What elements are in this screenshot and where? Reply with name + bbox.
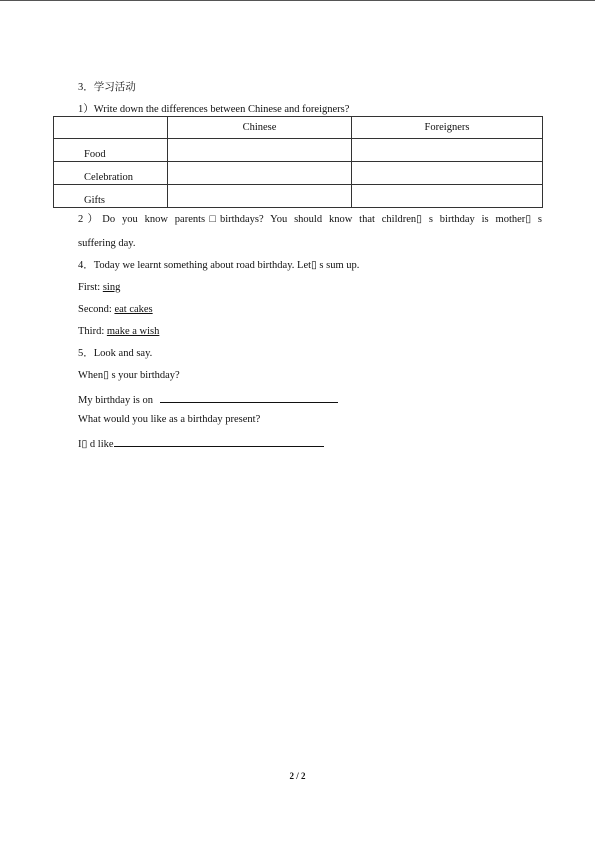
cell-gifts-chinese[interactable] (168, 185, 352, 208)
question-2-line-1: 2）Do you know parents□birthdays? You should know that children▯ s birthday is mother▯ s (78, 214, 542, 225)
header-rule (0, 0, 595, 1)
cell-celebration-foreigners[interactable] (352, 162, 543, 185)
cell-gifts-foreigners[interactable] (352, 185, 543, 208)
table-row (54, 162, 543, 185)
page-number: 2 / 2 (289, 771, 306, 781)
section-5-heading: 5．Look and say. (78, 348, 153, 359)
answer-birthday-present (78, 435, 324, 452)
differences-table (53, 116, 543, 208)
summary-first (78, 281, 120, 295)
summary-second (78, 303, 153, 317)
section-3-heading: 3．学习活动 (78, 82, 136, 93)
row-label-food: Food (54, 139, 168, 162)
question-when-birthday: When▯ s your birthday? (78, 370, 180, 381)
summary-first-value: sing (102, 282, 121, 293)
row-label-celebration: Celebration (54, 162, 168, 185)
question-birthday-present: What would you like as a birthday present? (78, 414, 261, 425)
question-2-line-2: suffering day. (78, 238, 136, 249)
cell-food-chinese[interactable] (168, 139, 352, 162)
summary-third-value: make a wish (106, 326, 160, 337)
table-row (54, 185, 543, 208)
summary-third-label: Third: (78, 326, 107, 337)
table-header-foreigners: Foreigners (352, 117, 543, 139)
summary-third (78, 325, 159, 339)
row-label-gifts: Gifts (54, 185, 168, 208)
cell-food-foreigners[interactable] (352, 139, 543, 162)
table-row (54, 139, 543, 162)
answer-present-label: I▯ d like (78, 439, 114, 450)
table-header-row (54, 117, 543, 139)
table-header-cell (54, 117, 168, 139)
answer-when-birthday (78, 391, 338, 408)
table-header-chinese: Chinese (168, 117, 352, 139)
answer-present-blank[interactable] (114, 435, 324, 447)
summary-first-label: First: (78, 282, 103, 293)
answer-when-label: My birthday is on (78, 395, 156, 406)
summary-second-value: eat cakes (114, 304, 153, 315)
cell-celebration-chinese[interactable] (168, 162, 352, 185)
answer-when-blank[interactable] (160, 391, 338, 403)
question-1: 1）Write down the differences between Chinese and foreigners? (78, 104, 350, 115)
section-4-heading: 4．Today we learnt something about road birthday. Let▯ s sum up. (78, 260, 360, 271)
summary-second-label: Second: (78, 304, 115, 315)
